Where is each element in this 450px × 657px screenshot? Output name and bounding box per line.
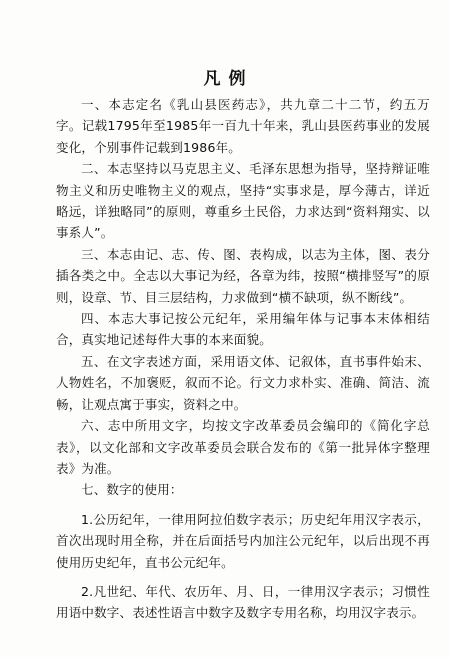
paragraph-7: 七、数字的使用： <box>81 482 183 498</box>
sub-paragraph-2: 2.凡世纪、年代、农历年、月、日，一律用汉字表示；习惯性用语中数字、表述性语言中数字及数字专用名称，均用汉字表示。 <box>56 583 430 621</box>
paragraph-2: 二、本志坚持以马克思主义、毛泽东思想为指导，坚持辩证唯物主义和历史唯物主义的观点，坚持“实事求是，厚今薄古，详近略远，详独略同”的原则，尊重乡土民俗，力求达到“资料翔实、以事系人”。 <box>56 161 430 241</box>
paragraph-1: 一、本志定名《乳山县医药志》，共九章二十二节，约五万字。记载1795年至1985年一百九十年来，乳山县医药事业的发展变化，个别事件记载到1986年。 <box>56 97 430 155</box>
paragraph-6: 六、志中所用文字，均按文字改革委员会编印的《简化字总表》，以文化部和文字改革委员会联合发布的《第一批异体字整理表》为准。 <box>56 418 430 476</box>
sub-paragraph-1: 1.公历纪年，一律用阿拉伯数字表示；历史纪年用汉字表示，首次出现时用全称，并在后面括号内加注公元纪年，以后出现不再使用历史纪年，直书公元纪年。 <box>56 511 430 570</box>
document-body <box>56 94 430 624</box>
paragraph-3: 三、本志由记、志、传、图、表构成，以志为主体，图、表分插各类之中。全志以大事记为经，各章为纬，按照“横排竖写”的原则，设章、节、目三层结构，力求做到“横不缺项，纵不断线”。 <box>56 246 430 305</box>
paragraph-4: 四、本志大事记按公元纪年，采用编年体与记事本末体相结合，真实地记述每件大事的本来面貌。 <box>56 311 430 348</box>
paragraph-5: 五、在文字表述方面，采用语文体、记叙体，直书事件始末、人物姓名，不加褒贬，叙而不论。行文力求朴实、准确、简洁、流畅，让观点寓于事实，资料之中。 <box>56 353 430 412</box>
page-title: 凡 例 <box>203 69 247 89</box>
